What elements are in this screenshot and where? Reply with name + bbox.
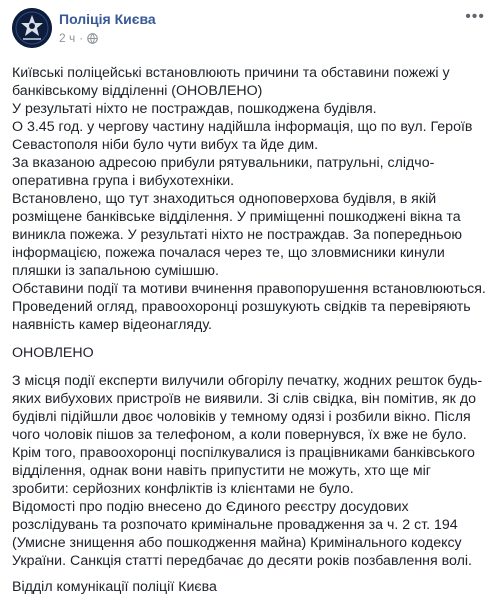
- paragraph-established: Встановлено, що тут знаходиться одноповерхова будівля, в якій розміщене банківське відділення. У приміщенні пошкоджені вікна та виникла пожежа. У результаті ніхто не постраждав. За попередньою інформацією, пожежа почалася через те, що зловмисники кинули пляшки із запальною сумішшю.: [12, 191, 463, 279]
- paragraph-experts: З місця події експерти вилучили обгорілу печатку, жодних решток будь-яких вибухових пристроїв не виявили. Зі слів свідка, він помітив, як до будівлі підійшли двоє чоловіків у темному одязі і розбили вікно. Після чого чоловік пішов за телефоном, а коли повернувся, їх вже не було.: [12, 373, 483, 443]
- police-badge-logo: [12, 8, 52, 48]
- post-header: [12, 8, 487, 52]
- meta-separator: ·: [79, 31, 84, 45]
- avatar[interactable]: [12, 8, 52, 48]
- paragraph-report: О 3.45 год. у чергову частину надійшла інформація, що по вул. Героїв Севастополя ніби було чути вибух та йде дим.: [12, 119, 473, 153]
- spacer: [12, 362, 488, 372]
- paragraph-summary: У результаті ніхто не постраждав, пошкоджена будівля.: [12, 101, 377, 117]
- spacer: [12, 334, 488, 344]
- paragraph-title: Київські поліцейські встановлюють причини та обставини пожежі у банківському відділенні (ОНОВЛЕНО): [12, 65, 450, 99]
- author-name[interactable]: Поліція Києва: [59, 11, 156, 27]
- more-options-icon[interactable]: •••: [465, 8, 485, 25]
- paragraph-circumstances: Обставини події та мотиви вчинення правопорушення встановлюються. Проведений огляд, правоохоронці розшукують свідків та перевіряють наявність камер відеонагляду.: [12, 281, 486, 333]
- post-time[interactable]: 2 ч: [59, 31, 76, 45]
- paragraph-bank-staff: Крім того, правоохоронці поспілкувалися із працівниками банківського відділення, однак вони навіть припустити не можуть, хто ще міг зробити: серйозних конфліктів із клієнтами не було.: [12, 445, 475, 497]
- globe-icon[interactable]: [87, 33, 98, 44]
- update-heading: ОНОВЛЕНО: [12, 345, 94, 361]
- spacer: [12, 570, 488, 578]
- paragraph-criminal-case: Відомості про подію внесено до Єдиного реєстру досудових розслідувань та розпочато кримінальне провадження за ч. 2 ст. 194 (Умисне знищення або пошкодження майна) Кримінального кодексу України. Санкція статті передбачає до десяти років позбавлення волі.: [12, 499, 472, 569]
- post-body: [12, 64, 488, 596]
- signature: Відділ комунікації поліції Києва: [12, 579, 217, 595]
- post-meta: [59, 31, 98, 45]
- paragraph-responders: За вказаною адресою прибули рятувальники, патрульні, слідчо-оперативна група і вибухотехніки.: [12, 155, 435, 189]
